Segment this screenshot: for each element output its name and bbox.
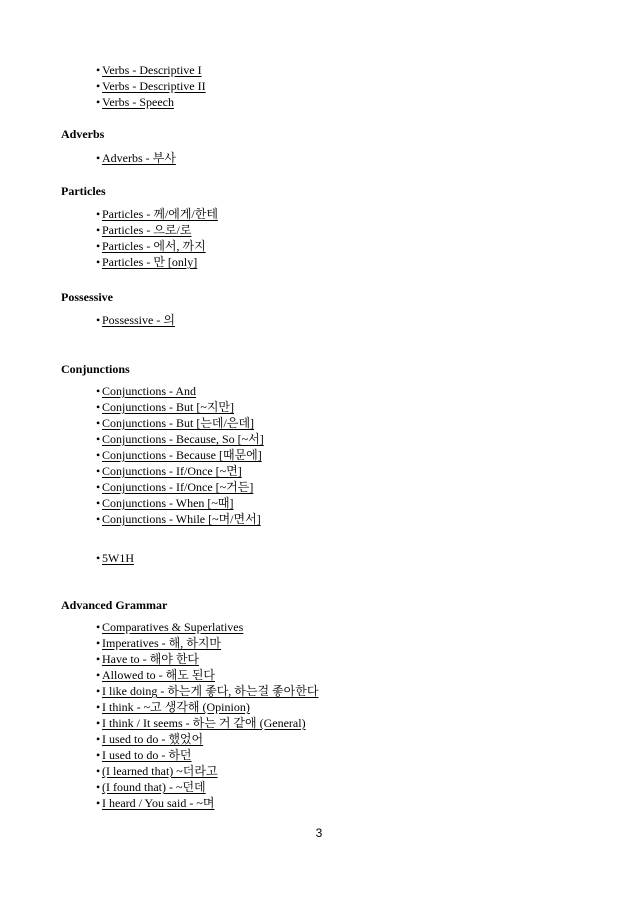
list-item xyxy=(96,383,264,399)
bullet: • xyxy=(96,748,101,762)
link-conjunctions-if-geodeun[interactable]: Conjunctions - If/Once [~거든] xyxy=(102,480,254,494)
list-item xyxy=(96,635,318,651)
list-item xyxy=(96,779,318,795)
bullet: • xyxy=(96,416,101,430)
link-conjunctions-because-so[interactable]: Conjunctions - Because, So [~서] xyxy=(102,432,264,446)
heading-advanced-grammar: Advanced Grammar xyxy=(61,598,168,612)
link-conjunctions-while[interactable]: Conjunctions - While [~며/면서] xyxy=(102,512,261,526)
link-5w1h[interactable]: 5W1H xyxy=(102,551,134,565)
bullet: • xyxy=(96,716,101,730)
list-item xyxy=(96,550,134,566)
link-imperatives[interactable]: Imperatives - 해, 하지마 xyxy=(102,636,222,650)
bullet: • xyxy=(96,151,101,165)
link-particles-1[interactable]: Particles - 께/에게/한테 xyxy=(102,207,218,221)
adverbs-list xyxy=(96,150,176,166)
list-item xyxy=(96,447,264,463)
page-number: 3 xyxy=(315,826,323,840)
heading-adverbs: Adverbs xyxy=(61,127,105,141)
bullet: • xyxy=(96,255,101,269)
link-particles-4[interactable]: Particles - 만 [only] xyxy=(102,255,198,269)
list-item xyxy=(96,415,264,431)
bullet: • xyxy=(96,239,101,253)
link-verbs-speech[interactable]: Verbs - Speech xyxy=(102,95,174,109)
link-possessive[interactable]: Possessive - 의 xyxy=(102,313,175,327)
link-used-to-2[interactable]: I used to do - 하던 xyxy=(102,748,192,762)
link-allowed-to[interactable]: Allowed to - 해도 된다 xyxy=(102,668,216,682)
bullet: • xyxy=(96,732,101,746)
list-item xyxy=(96,254,218,270)
bullet: • xyxy=(96,796,101,810)
bullet: • xyxy=(96,63,101,77)
link-i-think-general[interactable]: I think / It seems - 하는 거 같애 (General) xyxy=(102,716,306,730)
list-item xyxy=(96,312,175,328)
link-i-found-that[interactable]: (I found that) - ~던데 xyxy=(102,780,206,794)
list-item xyxy=(96,78,206,94)
list-item xyxy=(96,795,318,811)
conjunctions-list xyxy=(96,383,264,527)
list-item xyxy=(96,431,264,447)
link-comparatives[interactable]: Comparatives & Superlatives xyxy=(102,620,244,634)
link-i-learned-that[interactable]: (I learned that) ~더라고 xyxy=(102,764,218,778)
list-item xyxy=(96,715,318,731)
bullet: • xyxy=(96,512,101,526)
link-conjunctions-but-neunde[interactable]: Conjunctions - But [는데/은데] xyxy=(102,416,255,430)
bullet: • xyxy=(96,313,101,327)
5w1h-list xyxy=(96,550,134,566)
list-item xyxy=(96,399,264,415)
link-particles-2[interactable]: Particles - 으로/로 xyxy=(102,223,192,237)
bullet: • xyxy=(96,207,101,221)
heading-particles: Particles xyxy=(61,184,106,198)
bullet: • xyxy=(96,652,101,666)
bullet: • xyxy=(96,668,101,682)
verbs-list xyxy=(96,62,206,110)
bullet: • xyxy=(96,480,101,494)
list-item xyxy=(96,619,318,635)
link-i-like-doing[interactable]: I like doing - 하는게 좋다, 하는걸 좋아한다 xyxy=(102,684,319,698)
list-item xyxy=(96,495,264,511)
bullet: • xyxy=(96,464,101,478)
list-item xyxy=(96,206,218,222)
bullet: • xyxy=(96,620,101,634)
list-item xyxy=(96,238,218,254)
list-item xyxy=(96,683,318,699)
bullet: • xyxy=(96,384,101,398)
bullet: • xyxy=(96,780,101,794)
link-conjunctions-but-jiman[interactable]: Conjunctions - But [~지만] xyxy=(102,400,235,414)
link-particles-3[interactable]: Particles - 에서, 까지 xyxy=(102,239,206,253)
bullet: • xyxy=(96,400,101,414)
bullet: • xyxy=(96,79,101,93)
advanced-grammar-list xyxy=(96,619,318,811)
list-item xyxy=(96,763,318,779)
list-item xyxy=(96,699,318,715)
link-verbs-descriptive-1[interactable]: Verbs - Descriptive I xyxy=(102,63,202,77)
bullet: • xyxy=(96,551,101,565)
particles-list xyxy=(96,206,218,270)
link-conjunctions-because[interactable]: Conjunctions - Because [때문에] xyxy=(102,448,262,462)
link-conjunctions-when[interactable]: Conjunctions - When [~때] xyxy=(102,496,234,510)
link-adverbs[interactable]: Adverbs - 부사 xyxy=(102,151,176,165)
link-verbs-descriptive-2[interactable]: Verbs - Descriptive II xyxy=(102,79,206,93)
bullet: • xyxy=(96,684,101,698)
bullet: • xyxy=(96,448,101,462)
list-item xyxy=(96,222,218,238)
possessive-list xyxy=(96,312,175,328)
list-item xyxy=(96,463,264,479)
bullet: • xyxy=(96,223,101,237)
bullet: • xyxy=(96,95,101,109)
list-item xyxy=(96,747,318,763)
bullet: • xyxy=(96,432,101,446)
link-i-think-opinion[interactable]: I think - ~고 생각해 (Opinion) xyxy=(102,700,250,714)
list-item xyxy=(96,94,206,110)
list-item xyxy=(96,731,318,747)
bullet: • xyxy=(96,636,101,650)
list-item xyxy=(96,479,264,495)
bullet: • xyxy=(96,496,101,510)
link-conjunctions-and[interactable]: Conjunctions - And xyxy=(102,384,197,398)
bullet: • xyxy=(96,764,101,778)
heading-possessive: Possessive xyxy=(61,290,113,304)
link-have-to[interactable]: Have to - 해야 한다 xyxy=(102,652,200,666)
bullet: • xyxy=(96,700,101,714)
link-used-to-1[interactable]: I used to do - 했었어 xyxy=(102,732,204,746)
list-item xyxy=(96,62,206,78)
list-item xyxy=(96,511,264,527)
link-conjunctions-if-myeon[interactable]: Conjunctions - If/Once [~면] xyxy=(102,464,242,478)
link-i-heard[interactable]: I heard / You said - ~며 xyxy=(102,796,215,810)
heading-conjunctions: Conjunctions xyxy=(61,362,130,376)
list-item xyxy=(96,651,318,667)
list-item xyxy=(96,667,318,683)
list-item xyxy=(96,150,176,166)
